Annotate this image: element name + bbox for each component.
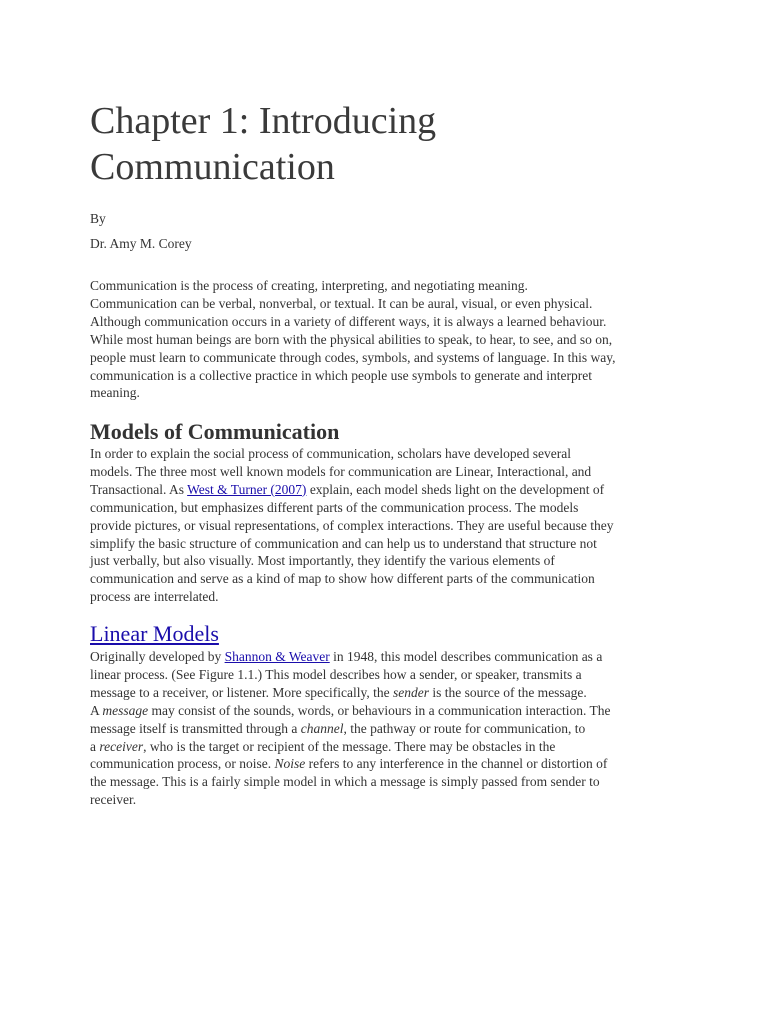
author-name: Dr. Amy M. Corey — [90, 236, 192, 251]
intro-line: Although communication occurs in a variety of different ways, it is always a learned behaviour. — [90, 313, 607, 329]
intro-line: Communication is the process of creating, interpreting, and negotiating meaning. — [90, 278, 528, 293]
linear-text: in 1948, this model describes communication as a — [329, 649, 603, 664]
intro-line: Communication can be verbal, nonverbal, or textual. It can be aural, visual, or even physical. — [90, 295, 593, 311]
linear-models-heading — [90, 620, 219, 648]
linear-line — [90, 684, 690, 702]
models-line: models. The three most well known models for communication are Linear, Interactional, and — [90, 463, 592, 479]
models-line: communication, but emphasizes different parts of the communication process. The models — [90, 499, 579, 515]
intro-line: communication is a collective practice in which people use symbols to generate and interpret — [90, 367, 592, 383]
linear-paragraph — [90, 648, 690, 809]
term-noise: Noise — [274, 756, 306, 772]
linear-text: communication process, or noise. — [90, 756, 275, 772]
models-line: process are interrelated. — [90, 589, 219, 605]
linear-text: A — [90, 702, 103, 718]
term-sender: sender — [392, 684, 429, 700]
linear-text: is the source of the message. — [428, 684, 587, 700]
linear-text: refers to any interference in the channel or distortion of — [305, 756, 608, 772]
page-title — [90, 98, 690, 190]
term-receiver: receiver — [99, 738, 144, 754]
linear-text: a — [90, 738, 100, 754]
by-label: By — [90, 211, 106, 226]
shannon-weaver-link[interactable]: Shannon & Weaver — [224, 649, 330, 664]
intro-paragraph — [90, 277, 690, 402]
models-line: communication and serve as a kind of map to show how different parts of the communication — [90, 571, 595, 587]
models-line: simplify the basic structure of communication and can help us to understand that structure not — [90, 535, 597, 551]
linear-line — [90, 738, 690, 756]
linear-line — [90, 648, 690, 666]
linear-line: receiver. — [90, 792, 137, 808]
models-paragraph — [90, 445, 690, 606]
linear-line: linear process. (See Figure 1.1.) This model describes how a sender, or speaker, transmits a — [90, 666, 582, 682]
linear-text: , the pathway or route for communication, to — [343, 720, 586, 736]
linear-line — [90, 702, 690, 720]
models-text: Transactional. As — [90, 481, 188, 497]
title-line-1: Chapter 1: Introducing — [90, 100, 437, 142]
intro-line: While most human beings are born with the physical abilities to speak, to hear, to see, and so on, — [90, 331, 613, 347]
linear-line — [90, 755, 690, 773]
models-heading: Models of Communication — [90, 419, 340, 444]
term-channel: channel — [300, 720, 344, 736]
term-message: message — [102, 702, 149, 718]
title-line-2: Communication — [90, 146, 335, 188]
linear-line — [90, 720, 690, 738]
intro-line: people must learn to communicate through codes, symbols, and systems of language. In this way, — [90, 349, 616, 365]
linear-models-link[interactable]: Linear Models — [90, 621, 219, 646]
linear-line: the message. This is a fairly simple model in which a message is simply passed from sender to — [90, 774, 600, 790]
linear-text: message itself is transmitted through a — [90, 720, 301, 736]
linear-text: Originally developed by — [90, 649, 225, 664]
west-turner-link[interactable]: West & Turner (2007) — [187, 481, 307, 497]
models-text: explain, each model sheds light on the development of — [306, 481, 605, 497]
linear-text: message to a receiver, or listener. More specifically, the — [90, 684, 393, 700]
linear-text: , who is the target or recipient of the message. There may be obstacles in the — [143, 738, 556, 754]
models-line: provide pictures, or visual representations, of complex interactions. They are useful because they — [90, 517, 614, 533]
models-line — [90, 481, 690, 499]
models-line: just verbally, but also visually. Most importantly, they identify the various elements of — [90, 553, 555, 569]
intro-line: meaning. — [90, 385, 140, 401]
linear-text: may consist of the sounds, words, or behaviours in a communication interaction. The — [148, 702, 611, 718]
models-line: In order to explain the social process of communication, scholars have developed several — [90, 446, 571, 461]
